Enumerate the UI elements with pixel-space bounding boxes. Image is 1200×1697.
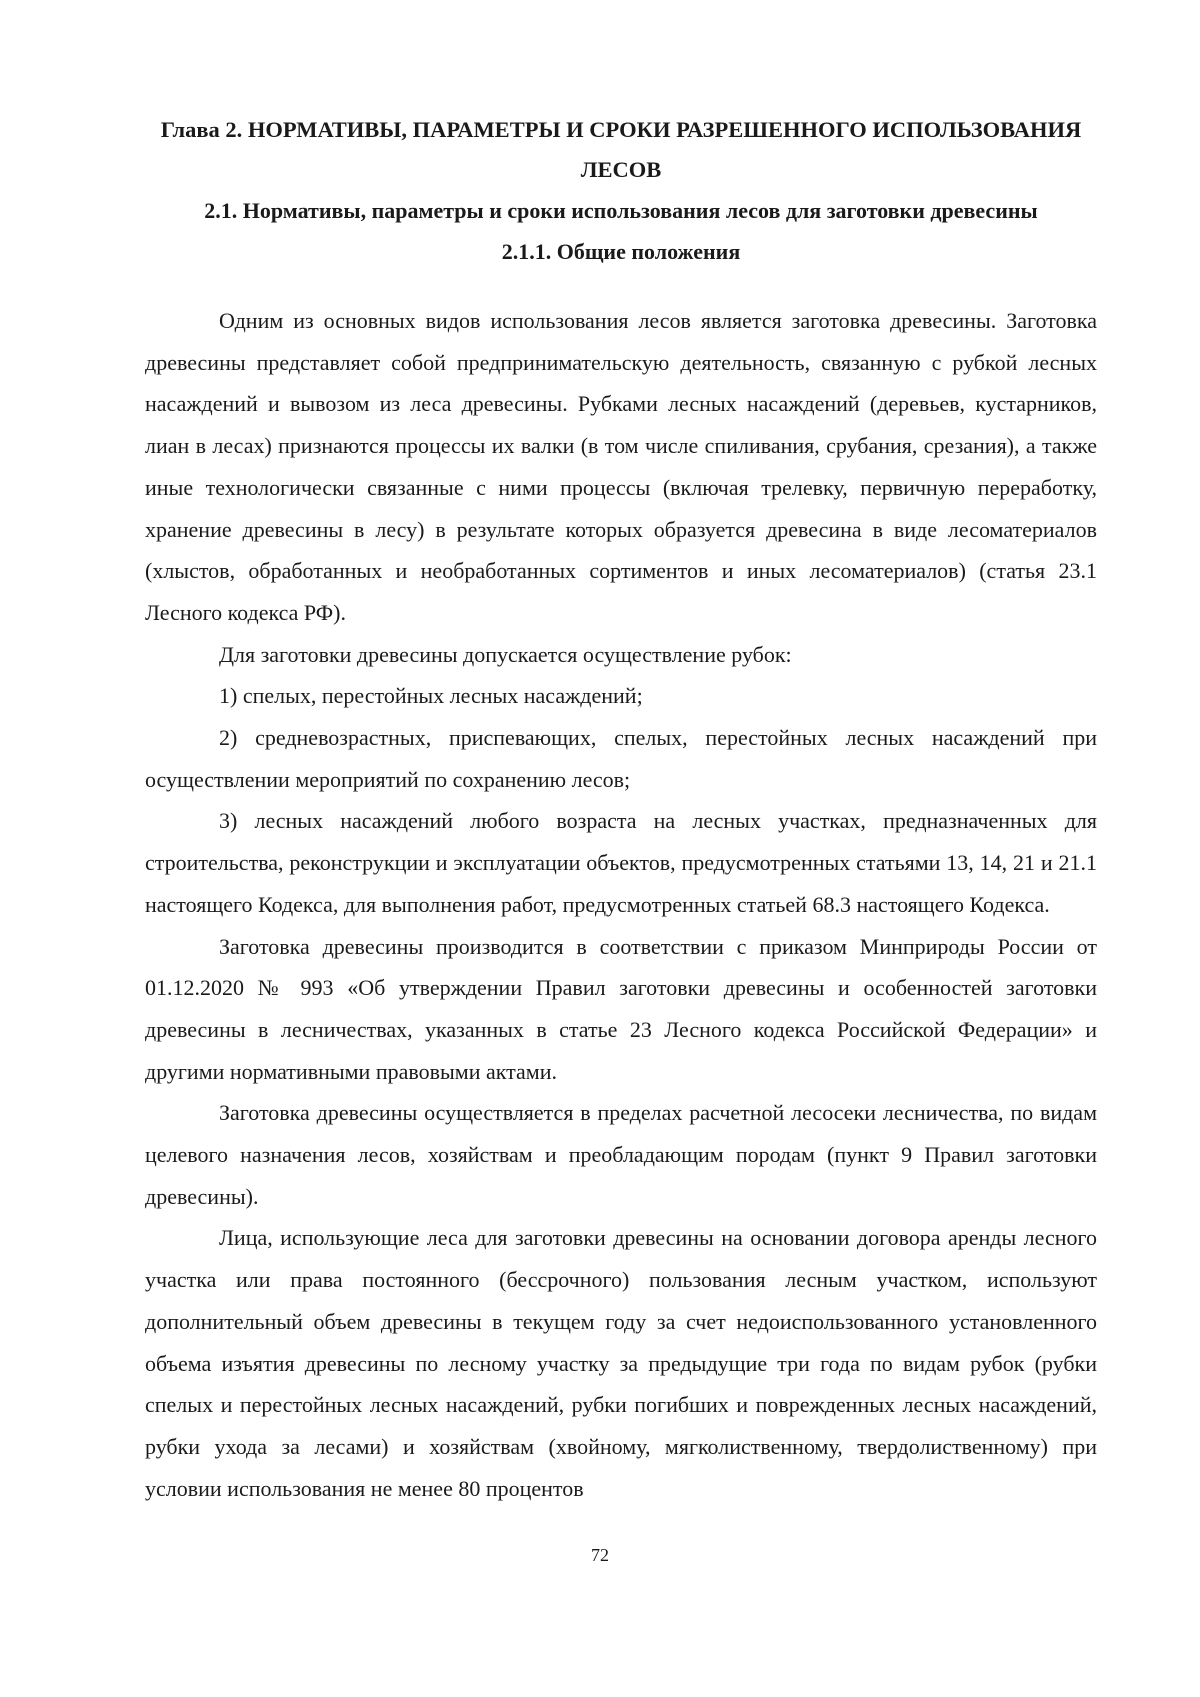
page-content [145,110,1097,1509]
list-item: 3) лесных насаждений любого возраста на лесных участках, предназначенных для строительства, реконструкции и эксплуатации объектов, предусмотренных статьями 13, 14, 21 и 21.1 настоящего Кодекса, для выполнения работ, предусмотренных статьей 68.3 настоящего Кодекса. [145,808,1097,917]
list-item: 1) спелых, перестойных лесных насаждений; [219,683,643,709]
paragraph: Заготовка древесины осуществляется в пределах расчетной лесосеки лесничества, по видам целевого назначения лесов, хозяйствам и преобладающим породам (пункт 9 Правил заготовки древесины). [145,1100,1097,1209]
list-item: 2) средневозрастных, приспевающих, спелых, перестойных лесных насаждений при осуществлении мероприятий по сохранению лесов; [145,725,1097,792]
chapter-title: Глава 2. НОРМАТИВЫ, ПАРАМЕТРЫ И СРОКИ РАЗРЕШЕННОГО ИСПОЛЬЗОВАНИЯ ЛЕСОВ [160,117,1082,182]
subsection-title: 2.1.1. Общие положения [501,239,741,264]
paragraph: Для заготовки древесины допускается осуществление рубок: [219,641,792,667]
paragraph: Лица, использующие леса для заготовки древесины на основании договора аренды лесного участка или права постоянного (бессрочного) пользования лесным участком, используют дополнительный объем древесины в текущем году за счет недоиспользованного установленного объема изъятия древесины по лесному участку за предыдущие три года по видам рубок (рубки спелых и перестойных лесных насаждений, рубки погибших и поврежденных лесных насаждений, рубки ухода за лесами) и хозяйствам (хвойному, мягколиственному, твердолиственному) при условии использования не менее 80 процентов [145,1225,1097,1501]
section-title: 2.1. Нормативы, параметры и сроки использования лесов для заготовки древесины [204,198,1038,223]
paragraph: Заготовка древесины производится в соответствии с приказом Минприроды России от 01.12.2020 № 993 «Об утверждении Правил заготовки древесины и особенностей заготовки древесины в лесничествах, указанных в статье 23 Лесного кодекса Российской Федерации» и другими нормативными правовыми актами. [145,933,1097,1084]
page-number: 72 [591,1545,609,1565]
paragraph: Одним из основных видов использования лесов является заготовка древесины. Заготовка древесины представляет собой предпринимательскую деятельность, связанную с рубкой лесных насаждений и вывозом из леса древесины. Рубками лесных насаждений (деревьев, кустарников, лиан в лесах) признаются процессы их валки (в том числе спиливания, срубания, срезания), а также иные технологически связанные с ними процессы (включая трелевку, первичную переработку, хранение древесины в лесу) в результате которых образуется древесина в виде лесоматериалов (хлыстов, обработанных и необработанных сортиментов и иных лесоматериалов) (статья 23.1 Лесного кодекса РФ). [145,308,1097,625]
body-text [145,300,1097,1509]
